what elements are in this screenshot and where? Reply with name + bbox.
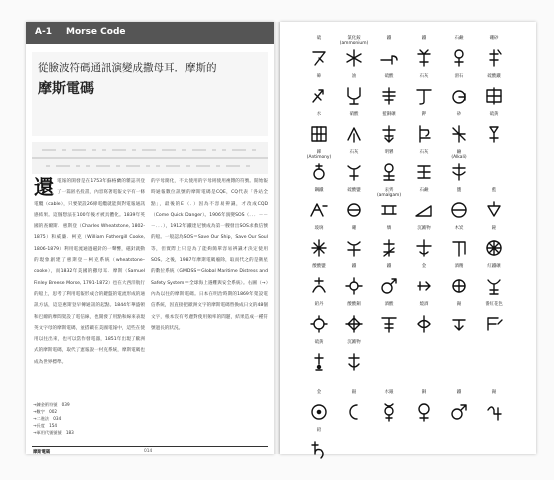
cross-reference-item: →數字 002: [33, 409, 58, 414]
alchemy-symbol-cell: [302, 226, 336, 262]
symbol-label: [477, 188, 511, 193]
symbol-name-zh: 汞齊: [384, 188, 394, 193]
alchemy-symbol-cell: [442, 74, 476, 110]
symbol-name-zh: 燒酒: [419, 302, 429, 307]
alchemy-symbol-cell: [372, 74, 406, 110]
symbol-name-zh: 酒酸: [384, 302, 394, 307]
symbol-name-zh: 鋼鐵: [314, 188, 324, 193]
symbol-label: [372, 74, 406, 79]
symbol-name-zh: 沉澱物: [417, 226, 431, 231]
iron-symbol-icon: [379, 48, 399, 68]
alchemy-symbol-cell: [442, 150, 476, 186]
alchemy-symbol-cell: [477, 264, 511, 300]
saturn-symbol-icon: [309, 440, 329, 460]
alchemy-symbol-cell: [302, 264, 336, 300]
symbol-name-zh: 水: [316, 112, 322, 117]
symbol-label: [372, 36, 406, 41]
glass-symbol-icon: [309, 238, 329, 258]
symbol-name-zh: 鉛丹: [314, 302, 324, 307]
chapter-number: A-1: [35, 27, 52, 37]
alchemy-symbol-cell: [302, 74, 336, 110]
alchemy-symbol-grid: [302, 36, 512, 446]
left-page: [26, 22, 274, 454]
symbol-label: [442, 390, 476, 395]
cross-reference-list: [33, 401, 74, 436]
symbol-label: [407, 302, 441, 307]
symbol-name-zh: 明礬: [384, 150, 394, 155]
alchemy-symbol-cell: [372, 226, 406, 262]
symbol-label: [372, 188, 406, 198]
symbol-name-zh: 硫: [316, 36, 322, 41]
moon-symbol-icon: [344, 402, 364, 422]
symbol-name-zh: 水銀: [384, 390, 394, 395]
venus-symbol-icon: [414, 402, 434, 422]
sand-symbol-icon: [449, 124, 469, 144]
symbol-label: [407, 264, 441, 269]
alchemy-symbol-cell: [407, 150, 441, 186]
symbol-label: [442, 112, 476, 117]
talc-symbol-icon: [449, 86, 469, 106]
hematite-symbol-icon: [484, 276, 504, 296]
alchemy-symbol-cell: [442, 302, 476, 338]
symbol-label: [337, 340, 371, 345]
symbol-label: [407, 390, 441, 395]
symbol-name-zh: 石灰: [419, 150, 429, 155]
symbol-name-zh: 鹽: [456, 188, 462, 193]
symbol-name-zh: 硫酸鹽: [347, 188, 361, 193]
symbol-label: [477, 264, 511, 269]
brimstone-symbol-icon: [484, 124, 504, 144]
symbol-name-en: (Alkali): [451, 155, 467, 160]
acetate-symbol-icon: [309, 276, 329, 296]
symbol-name-zh: 木炭: [454, 226, 464, 231]
body-column-1-text: 電報的開發是在1753年蘇格蘭的雜誌刊登了一篇匿名投書，內容寫著電報文字有一條電纜（cable），只要架設26條電纜就能與對電報通訊感結果。這個想法在100年後才被具體化。1839年英國的查爾斯．惠斯登（Charles Wheatstone, 1802-1875）和威廉．柯克（William Fothergill Cooke, 1806-1879）利用電流通過磁針的一聲響，磁針就動的現象創建了惠斯登－柯克系統（wheatstone–cooke），而1832年美國的撒母耳．摩斯（Samuel Finley Breese Morse, 1791-1872）也在大西洋航行的船上，思考了利用電報形成合的鍵盤的電流形成的通訊方法，這是惠斯登早傳通訊的起點。1844年華盛頓和巴爾的摩間架設了電信線，也開發了用點和線來表現英文字母的摩斯電碼，並搭載在美國電報中，這些在使用以往出來，也可以當作發電器，1851年出現了歐洲式的摩斯電碼，取代了憲報說一村克系統，摩斯電碼也成為世界標準。: [34, 179, 145, 365]
symbol-label: [337, 226, 371, 231]
symbol-name-zh: 銀: [351, 390, 357, 395]
symbol-name-en: (ammonium): [339, 41, 369, 46]
boron-symbol-icon: [344, 238, 364, 258]
lime-symbol-icon: [414, 86, 434, 106]
symbol-name-zh: 鉛: [316, 428, 322, 433]
alchemy-symbol-cell: [302, 340, 336, 376]
drop-cap: 還: [34, 175, 54, 199]
symbol-name-zh: 藍: [491, 188, 497, 193]
body-column-2-text: 的字母簡化，不太使用的字母則使用複雜的符號。開始報時通報數位訊號的摩斯電碼是CQE，CQ代表「各站全點」，最後的E（．）因為不容易辨識，才改成CQD（Come Quick Danger）。1906年演變SOS（．．．－－－．．．），1912年鐵達尼號成為第一艘發出SOS求救信號的船。一般認為SOS＝Save Our Ship，Save Our Soul等，但實際上只是為了能夠簡單容易辨識才決定使用SOS。之後，1987年摩斯電碼廢除，取而代之的是衛星的數位系統（GMDSS＝Global Maritime Distress and Safety System＝全球海上遇難與安全系統）。右圖（→）內為以往的摩斯電碼。日本在明治時期的1869年架設電信系統，因直接把歐洲文字的摩斯電碼替換成日文的48個文字，根本沒有考慮對使用頻率的問題，結果造成一種符號過長的狀況。: [151, 179, 268, 331]
precipitate2-symbol-icon: [344, 352, 364, 372]
symbol-name-zh: 氯化銨: [347, 36, 361, 41]
symbol-label: [372, 302, 406, 307]
alchemy-symbol-cell: [372, 188, 406, 224]
symbol-label: [372, 226, 406, 231]
symbol-name-en: (amalgam): [376, 193, 402, 198]
soap2-symbol-icon: [414, 200, 434, 220]
chapter-header: [26, 22, 274, 44]
cross-reference-item: →長度 154: [33, 423, 58, 428]
symbol-label: [302, 150, 336, 160]
phosphorus-symbol-icon: [379, 238, 399, 258]
symbol-label: [302, 226, 336, 231]
alchemy-symbol-cell: [477, 390, 511, 426]
symbol-label: [302, 264, 336, 269]
alchemy-symbol-cell: [477, 36, 511, 72]
alchemy-symbol-cell: [372, 112, 406, 148]
crocus-symbol-icon: [484, 314, 504, 334]
alchemy-symbol-cell: [337, 302, 371, 338]
cross-reference-item: →鍊金術符號 039: [33, 402, 70, 407]
spirit-symbol-icon: [449, 276, 469, 296]
cross-reference-item: →軍用代號號號 183: [33, 430, 74, 435]
alchemy-symbol-cell: [302, 150, 336, 186]
arsenic-symbol-icon: [309, 86, 329, 106]
symbol-name-zh: 鹼: [456, 150, 462, 155]
alchemy-symbol-cell: [337, 264, 371, 300]
blue-symbol-icon: [484, 200, 504, 220]
symbol-name-zh: 金: [316, 390, 322, 395]
alchemy-symbol-cell: [302, 428, 336, 464]
symbol-label: [302, 428, 336, 433]
symbol-name-zh: 硫酸鐵: [487, 74, 501, 79]
symbol-label: [302, 74, 336, 79]
footer-rule: [32, 446, 268, 447]
symbol-name-zh: 鐵: [421, 36, 427, 41]
symbol-label: [442, 226, 476, 231]
symbol-name-zh: 紅鐵礦: [487, 264, 501, 269]
alchemy-symbol-cell: [372, 302, 406, 338]
symbol-name-zh: 鉀: [421, 112, 427, 117]
chapter-title: Morse Code: [66, 27, 126, 37]
symbol-name-zh: 玻璃: [314, 226, 324, 231]
alchemy-symbol-cell: [477, 226, 511, 262]
symbol-label: [302, 302, 336, 307]
mars2-symbol-icon: [379, 276, 399, 296]
symbol-name-zh: 鉍: [491, 226, 497, 231]
right-page: [280, 22, 536, 454]
symbol-name-zh: 酸酸鹽: [312, 264, 326, 269]
symbol-name-zh: 硫黃: [314, 340, 324, 345]
symbol-name-zh: 石灰: [419, 74, 429, 79]
symbol-label: [477, 226, 511, 231]
tartar-symbol-icon: [379, 314, 399, 334]
symbol-label: [337, 390, 371, 395]
ironsulf-symbol-icon: [484, 86, 504, 106]
running-footer: 摩斯電碼: [33, 450, 51, 455]
alchemy-symbol-cell: [337, 112, 371, 148]
nitric-symbol-icon: [344, 124, 364, 144]
verdigris-symbol-icon: [344, 314, 364, 334]
symbol-name-zh: 錫: [456, 302, 462, 307]
sulfur-symbol-icon: [309, 48, 329, 68]
oil-symbol-icon: [344, 86, 364, 106]
sulfate-symbol-icon: [344, 200, 364, 220]
symbol-label: [337, 74, 371, 79]
symbol-name-zh: 硼砂: [489, 36, 499, 41]
symbol-name-zh: 砷: [316, 74, 322, 79]
symbol-label: [477, 302, 511, 307]
alchemy-symbol-cell: [407, 112, 441, 148]
alum-symbol-icon: [379, 162, 399, 182]
symbol-label: [337, 264, 371, 269]
symbol-name-zh: 鐵: [386, 264, 392, 269]
alchemy-symbol-cell: [337, 36, 371, 72]
gold-symbol-icon: [414, 276, 434, 296]
borax-symbol-icon: [484, 48, 504, 68]
symbol-name-zh: 酸酸銅: [347, 302, 361, 307]
symbol-label: [442, 264, 476, 269]
alchemy-symbol-cell: [477, 112, 511, 148]
alchemy-symbol-cell: [407, 74, 441, 110]
jupiter-symbol-icon: [484, 402, 504, 422]
alchemy-symbol-cell: [302, 112, 336, 148]
alchemy-symbol-cell: [477, 188, 511, 224]
body-column-1: [34, 176, 145, 368]
brimstone2-symbol-icon: [309, 352, 329, 372]
symbol-name-zh: 砂: [456, 112, 462, 117]
alchemy-symbol-cell: [337, 150, 371, 186]
symbol-name-zh: 石鹼: [419, 188, 429, 193]
symbol-name-zh: 金: [421, 264, 427, 269]
symbol-name-zh: 石鹼: [454, 36, 464, 41]
symbol-label: [337, 36, 371, 46]
symbol-label: [407, 36, 441, 41]
symbol-label: [442, 36, 476, 41]
charcoal-symbol-icon: [449, 238, 469, 258]
symbol-name-zh: 鐵: [386, 36, 392, 41]
symbol-label: [337, 150, 371, 155]
symbol-label: [337, 188, 371, 193]
symbol-label: [442, 188, 476, 193]
symbol-name-zh: 沉澱物: [347, 340, 361, 345]
alchemy-symbol-cell: [477, 302, 511, 338]
body-column-2: [151, 176, 268, 334]
alchemy-symbol-cell: [302, 390, 336, 426]
alchemy-symbol-cell: [477, 74, 511, 110]
alchemy-symbol-cell: [302, 302, 336, 338]
symbol-name-zh: 燐: [386, 226, 392, 231]
symbol-label: [407, 74, 441, 79]
symbol-name-zh: 藍銅礦: [382, 112, 396, 117]
symbol-label: [337, 302, 371, 307]
symbol-label: [442, 302, 476, 307]
symbol-label: [302, 390, 336, 395]
alchemy-symbol-cell: [337, 390, 371, 426]
symbol-name-zh: 硝酸: [349, 112, 359, 117]
alchemy-symbol-cell: [407, 188, 441, 224]
telegraph-pattern-illustration: [32, 142, 268, 174]
alchemy-symbol-cell: [302, 188, 336, 224]
bismuth-symbol-icon: [484, 238, 504, 258]
minium-symbol-icon: [309, 314, 329, 334]
symbol-label: [302, 188, 336, 193]
symbol-label: [477, 74, 511, 79]
symbol-label: [302, 340, 336, 345]
symbol-label: [372, 112, 406, 117]
symbol-label: [442, 74, 476, 79]
alchemy-symbol-cell: [442, 112, 476, 148]
azurite-symbol-icon: [379, 124, 399, 144]
symbol-label: [337, 112, 371, 117]
water-symbol-icon: [309, 124, 329, 144]
symbol-name-zh: 硫黃: [489, 112, 499, 117]
symbol-label: [477, 36, 511, 41]
alchemy-symbol-cell: [407, 264, 441, 300]
salt-symbol-icon: [449, 200, 469, 220]
page-number: 014: [144, 449, 153, 454]
alchemy-symbol-cell: [407, 390, 441, 426]
symbol-name-zh: 酒精: [454, 264, 464, 269]
symbol-label: [407, 150, 441, 155]
symbol-name-en: (Antimony): [306, 155, 332, 160]
symbol-label: [302, 36, 336, 41]
symbol-label: [302, 112, 336, 117]
alchemy-symbol-cell: [337, 340, 371, 376]
ammonium-symbol-icon: [344, 48, 364, 68]
symbol-label: [477, 390, 511, 395]
symbol-label: [372, 390, 406, 395]
precipitate-symbol-icon: [414, 238, 434, 258]
page-title: 摩斯電碼: [38, 81, 94, 97]
alchemy-symbol-cell: [442, 226, 476, 262]
alchemy-symbol-cell: [337, 188, 371, 224]
tin-symbol-icon: [449, 314, 469, 334]
antimony-symbol-icon: [309, 162, 329, 182]
alchemy-symbol-cell: [442, 188, 476, 224]
symbol-name-zh: 硼: [351, 226, 357, 231]
mercury-symbol-icon: [379, 402, 399, 422]
lime3-symbol-icon: [414, 162, 434, 182]
potash-symbol-icon: [414, 124, 434, 144]
soap-symbol-icon: [449, 48, 469, 68]
symbol-name-zh: 硫酸: [384, 74, 394, 79]
symbol-name-zh: 滑石: [454, 74, 464, 79]
symbol-name-zh: 鐵: [351, 264, 357, 269]
symbol-name-zh: 銅: [421, 390, 427, 395]
symbol-label: [407, 188, 441, 193]
alchemy-symbol-cell: [372, 36, 406, 72]
lime2-symbol-icon: [344, 162, 364, 182]
alchemy-symbol-cell: [372, 264, 406, 300]
mars-symbol-icon: [344, 276, 364, 296]
amalgam-symbol-icon: [379, 200, 399, 220]
symbol-name-zh: 油: [351, 74, 357, 79]
cross-reference-item: →二進法 034: [33, 416, 62, 421]
brandy-symbol-icon: [414, 314, 434, 334]
alchemy-symbol-cell: [407, 226, 441, 262]
symbol-label: [442, 150, 476, 160]
alchemy-symbol-cell: [302, 36, 336, 72]
alchemy-symbol-cell: [337, 226, 371, 262]
symbol-label: [477, 112, 511, 117]
symbol-name-zh: 番紅花色: [485, 302, 503, 307]
symbol-label: [372, 150, 406, 155]
alchemy-symbol-cell: [407, 302, 441, 338]
alchemy-symbol-cell: [442, 36, 476, 72]
symbol-name-zh: 鐵: [456, 390, 462, 395]
symbol-label: [372, 264, 406, 269]
sun-symbol-icon: [309, 402, 329, 422]
alchemy-symbol-cell: [372, 390, 406, 426]
alchemy-symbol-cell: [407, 36, 441, 72]
symbol-name-zh: 銻: [316, 150, 322, 155]
symbol-label: [407, 112, 441, 117]
mars3-symbol-icon: [449, 402, 469, 422]
alkali-symbol-icon: [449, 162, 469, 182]
sulfuric-symbol-icon: [379, 86, 399, 106]
iron2-symbol-icon: [414, 48, 434, 68]
steel-symbol-icon: [309, 200, 329, 220]
symbol-label: [407, 226, 441, 231]
symbol-name-zh: 石灰: [349, 150, 359, 155]
page-subtitle: 從臉波符碼通訊演變成撒母耳．摩斯的: [38, 62, 217, 74]
decorative-banner: [32, 142, 268, 174]
symbol-name-zh: 錫: [491, 390, 497, 395]
alchemy-symbol-cell: [442, 264, 476, 300]
alchemy-symbol-cell: [372, 150, 406, 186]
alchemy-symbol-cell: [442, 390, 476, 426]
alchemy-symbol-cell: [337, 74, 371, 110]
